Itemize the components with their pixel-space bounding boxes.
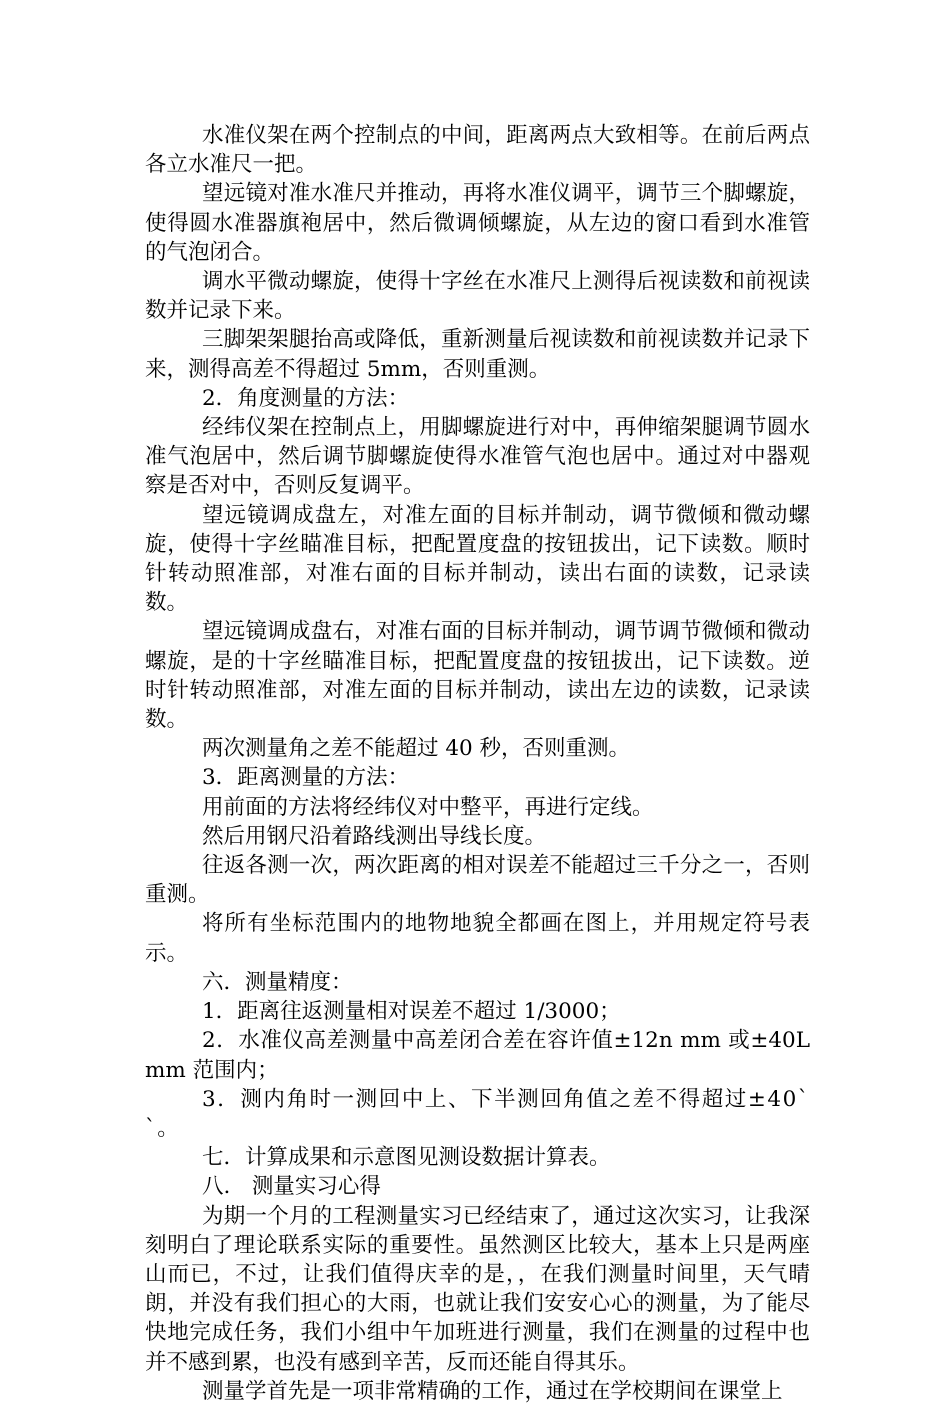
paragraph-telescope-aim: 望远镜对准水准尺并推动，再将水准仪调平，调节三个脚螺旋，使得圆水准器旗袍居中，然后微调倾螺旋，从左边的窗口看到水准管的气泡闭合。 bbox=[145, 181, 810, 265]
precision-item-3: 3．测内角时一测回中上、下半测回角值之差不得超过±40``。 bbox=[145, 1086, 810, 1141]
heading-results: 七．计算成果和示意图见测设数据计算表。 bbox=[202, 1145, 611, 1171]
paragraph-face-left: 望远镜调成盘左，对准左面的目标并制动，调节微倾和微动螺旋，使得十字丝瞄准目标，把配置度盘的按钮拔出，记下读数。顺时针转动照准部，对准右面的目标并制动，读出右面的读数，记录读数。 bbox=[145, 502, 810, 616]
paragraph-tripod-adjust: 三脚架架腿抬高或降低，重新测量后视读数和前视读数并记录下来，测得高差不得超过 5mm，否则重测。 bbox=[145, 327, 810, 382]
document-body bbox=[145, 121, 810, 1406]
paragraph-theodolite-centering: 经纬仪架在控制点上，用脚螺旋进行对中，再伸缩架腿调节圆水准气泡居中，然后调节脚螺旋使得水准管气泡也居中。通过对中器观察是否对中，否则反复调平。 bbox=[145, 415, 810, 499]
heading-angle-method: 2．角度测量的方法： bbox=[202, 385, 410, 411]
precision-item-1: 1．距离往返测量相对误差不超过 1/3000； bbox=[202, 999, 621, 1025]
paragraph-mapping: 将所有坐标范围内的地物地貌全都画在图上，并用规定符号表示。 bbox=[145, 911, 810, 966]
paragraph-angle-tolerance: 两次测量角之差不能超过 40 秒，否则重测。 bbox=[202, 736, 631, 762]
precision-item-2: 2．水准仪高差测量中高差闭合差在容许值±12n mm 或±40L mm 范围内； bbox=[145, 1028, 810, 1083]
paragraph-reflection-1: 为期一个月的工程测量实习已经结束了，通过这次实习，让我深刻明白了理论联系实际的重要性。虽然测区比较大，基本上只是两座山而已，不过，让我们值得庆幸的是，，在我们测量时间里，天气晴朗，并没有我们担心的大雨，也就让我们安安心心的测量，为了能尽快地完成任务，我们小组中午加班进行测量，我们在测量的过程中也并不感到累，也没有感到辛苦，反而还能自得其乐。 bbox=[145, 1203, 810, 1375]
heading-precision: 六．测量精度： bbox=[202, 969, 353, 995]
paragraph-reflection-2: 测量学首先是一项非常精确的工作，通过在学校期间在课堂上 bbox=[202, 1378, 783, 1404]
heading-distance-method: 3．距离测量的方法： bbox=[202, 765, 410, 791]
paragraph-tape-measure: 然后用钢尺沿着路线测出导线长度。 bbox=[202, 823, 547, 849]
paragraph-alignment: 用前面的方法将经纬仪对中整平，再进行定线。 bbox=[202, 794, 654, 820]
paragraph-round-trip: 往返各测一次，两次距离的相对误差不能超过三千分之一，否则重测。 bbox=[145, 853, 810, 908]
paragraph-leveling-setup: 水准仪架在两个控制点的中间，距离两点大致相等。在前后两点各立水准尺一把。 bbox=[145, 123, 810, 178]
paragraph-face-right: 望远镜调成盘右，对准右面的目标并制动，调节调节微倾和微动螺旋，是的十字丝瞄准目标，把配置度盘的按钮拔出，记下读数。逆时针转动照准部，对准左面的目标并制动，读出左边的读数，记录读数。 bbox=[145, 619, 810, 733]
heading-reflections: 八. 测量实习心得 bbox=[202, 1174, 381, 1200]
paragraph-micro-screw: 调水平微动螺旋，使得十字丝在水准尺上测得后视读数和前视读数并记录下来。 bbox=[145, 269, 810, 324]
